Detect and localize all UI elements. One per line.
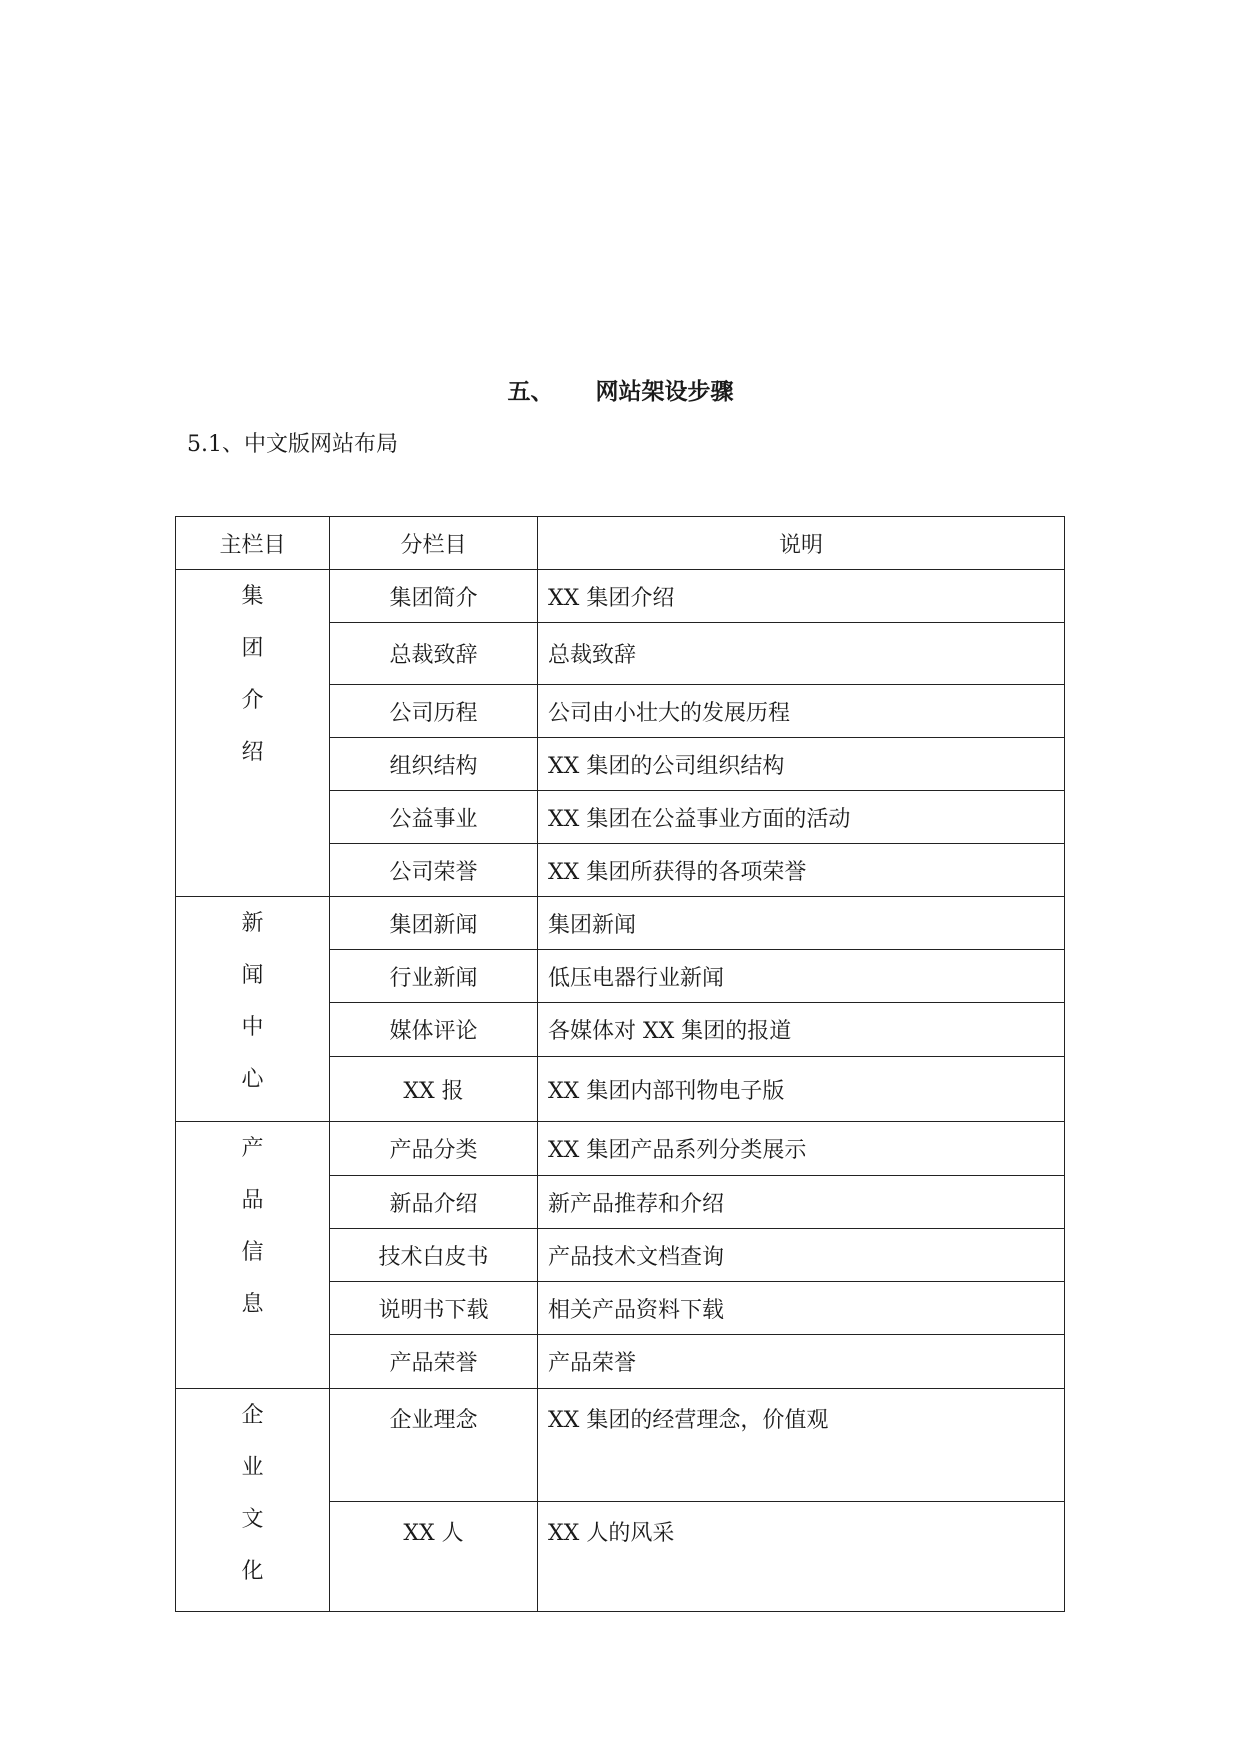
description-cell: 集团新闻: [538, 897, 1065, 950]
table-row: [176, 1389, 1065, 1502]
heading-text: 网站架设步骤: [595, 379, 734, 405]
sub-category-cell: 行业新闻: [330, 950, 538, 1003]
description-cell: XX 集团在公益事业方面的活动: [538, 791, 1065, 844]
description-cell: 各媒体对 XX 集团的报道: [538, 1003, 1065, 1057]
main-category-char: 企: [241, 1403, 264, 1428]
main-category-char: 新: [241, 911, 264, 936]
main-category-cell: [176, 897, 330, 1122]
header-cell-desc: 说明: [538, 517, 1065, 570]
sub-category-cell: 产品荣誉: [330, 1335, 538, 1389]
main-category-char: 中: [241, 1015, 264, 1040]
sub-category-cell: 媒体评论: [330, 1003, 538, 1057]
main-category-char: 心: [241, 1067, 264, 1092]
main-category-char: 品: [241, 1188, 264, 1213]
main-category-char: 闻: [241, 963, 264, 988]
description-cell: XX 集团的经营理念，价值观: [538, 1389, 1065, 1502]
main-category-cell: [176, 1389, 330, 1612]
sub-category-cell: XX 报: [330, 1057, 538, 1122]
main-category-char: 介: [241, 688, 264, 713]
sub-category-cell: 新品介绍: [330, 1176, 538, 1229]
section-subtitle: 5.1、中文版网站布局: [187, 432, 398, 457]
sub-category-cell: 集团新闻: [330, 897, 538, 950]
sub-category-cell: 企业理念: [330, 1389, 538, 1502]
main-category-char: 息: [241, 1292, 264, 1317]
description-cell: XX 集团所获得的各项荣誉: [538, 844, 1065, 897]
table-row: [176, 570, 1065, 623]
section-heading: [0, 373, 1241, 406]
main-category-char: 集: [241, 584, 264, 609]
main-category-char: 团: [241, 636, 264, 661]
table-row: [176, 897, 1065, 950]
description-cell: XX 集团内部刊物电子版: [538, 1057, 1065, 1122]
description-cell: XX 人的风采: [538, 1502, 1065, 1612]
sub-category-cell: 公司历程: [330, 685, 538, 738]
sub-category-cell: 说明书下载: [330, 1282, 538, 1335]
table-header-row: [176, 517, 1065, 570]
description-cell: XX 集团产品系列分类展示: [538, 1122, 1065, 1176]
sub-category-cell: 集团简介: [330, 570, 538, 623]
header-cell-sub: 分栏目: [330, 517, 538, 570]
main-category-char: 绍: [241, 740, 264, 765]
main-category-char: 产: [241, 1136, 264, 1161]
sub-category-cell: 公益事业: [330, 791, 538, 844]
main-category-char: 文: [241, 1507, 264, 1532]
main-category-char: 信: [241, 1240, 264, 1265]
sub-category-cell: 技术白皮书: [330, 1229, 538, 1282]
sub-category-cell: XX 人: [330, 1502, 538, 1612]
table-row: [176, 1122, 1065, 1176]
main-category-cell: [176, 1122, 330, 1389]
sub-category-cell: 组织结构: [330, 738, 538, 791]
description-cell: XX 集团的公司组织结构: [538, 738, 1065, 791]
description-cell: 产品技术文档查询: [538, 1229, 1065, 1282]
layout-table: [175, 516, 1065, 1612]
description-cell: 公司由小壮大的发展历程: [538, 685, 1065, 738]
header-cell-main: 主栏目: [176, 517, 330, 570]
main-category-char: 业: [241, 1455, 264, 1480]
sub-category-cell: 总裁致辞: [330, 623, 538, 685]
description-cell: 新产品推荐和介绍: [538, 1176, 1065, 1229]
sub-category-cell: 产品分类: [330, 1122, 538, 1176]
main-category-char: 化: [241, 1559, 264, 1584]
description-cell: 相关产品资料下载: [538, 1282, 1065, 1335]
description-cell: XX 集团介绍: [538, 570, 1065, 623]
description-cell: 总裁致辞: [538, 623, 1065, 685]
description-cell: 产品荣誉: [538, 1335, 1065, 1389]
sub-category-cell: 公司荣誉: [330, 844, 538, 897]
description-cell: 低压电器行业新闻: [538, 950, 1065, 1003]
main-category-cell: [176, 570, 330, 897]
heading-number: 五、: [507, 379, 554, 405]
